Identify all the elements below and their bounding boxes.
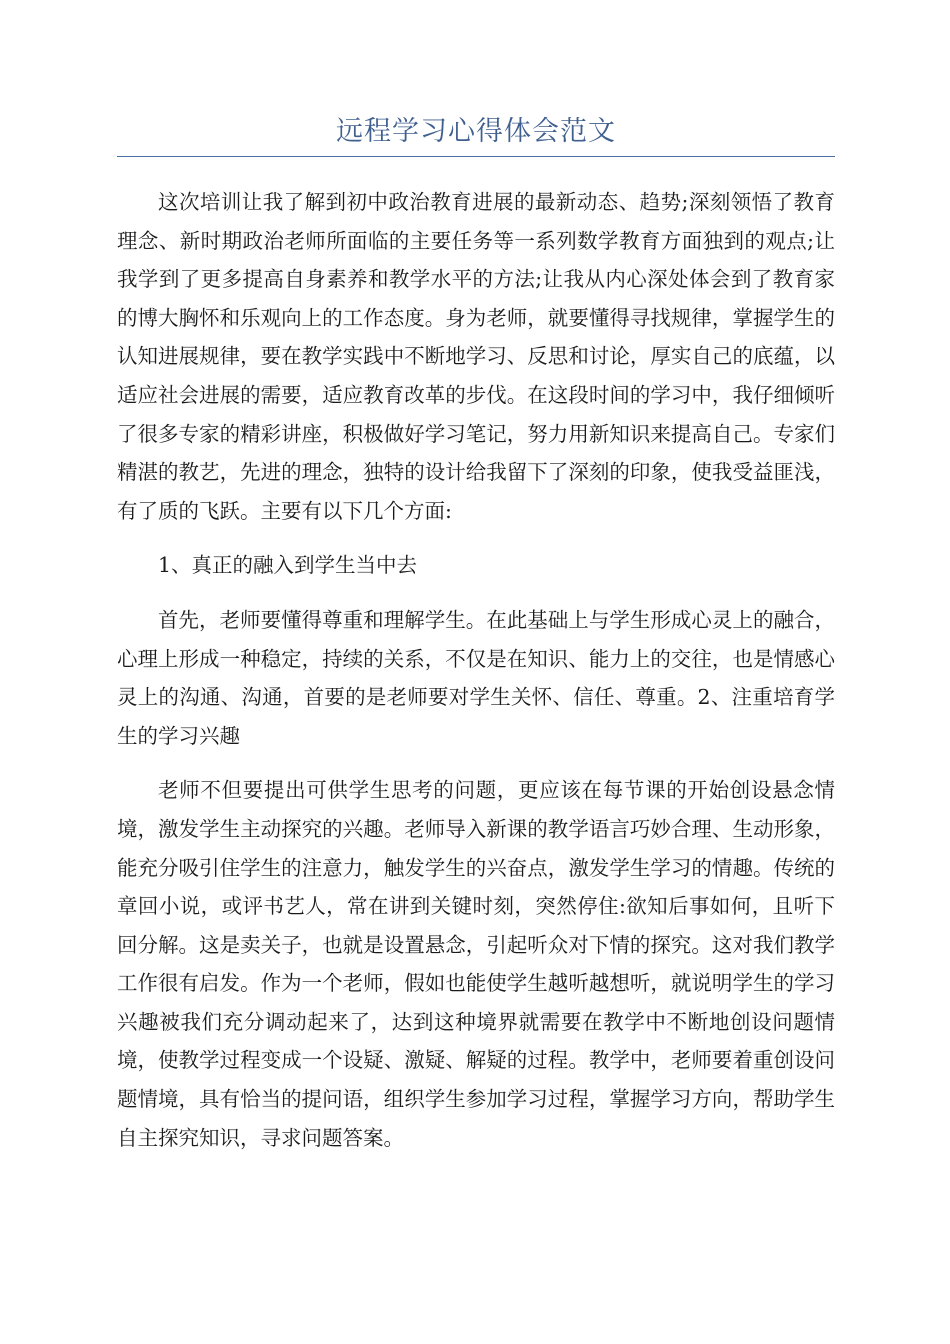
section-heading-1: 1、真正的融入到学生当中去 xyxy=(158,553,418,578)
document-page xyxy=(117,112,835,1173)
paragraph-intro: 这次培训让我了解到初中政治教育进展的最新动态、趋势;深刻领悟了教育理念、新时期政治老师所面临的主要任务等一系列数学教育方面独到的观点;让我学到了更多提高自身素养和教学水平的方法;让我从内心深处体会到了教育家的博大胸怀和乐观向上的工作态度。身为老师，就要懂得寻找规律，掌握学生的认知进展规律，要在教学实践中不断地学习、反思和讨论，厚实自己的底蕴，以适应社会进展的需要，适应教育改革的步伐。在这段时间的学习中，我仔细倾听了很多专家的精彩讲座，积极做好学习笔记，努力用新知识来提高自己。专家们精湛的教艺，先进的理念，独特的设计给我留下了深刻的印象，使我受益匪浅，有了质的飞跃。主要有以下几个方面: xyxy=(117,190,835,523)
title-underline xyxy=(117,156,835,157)
paragraph-interest: 老师不但要提出可供学生思考的问题，更应该在每节课的开始创设悬念情境，激发学生主动探究的兴趣。老师导入新课的教学语言巧妙合理、生动形象，能充分吸引住学生的注意力，触发学生的兴奋点，激发学生学习的情趣。传统的章回小说，或评书艺人，常在讲到关键时刻，突然停住:欲知后事如何，且听下回分解。这是卖关子，也就是设置悬念，引起听众对下情的探究。这对我们教学工作很有启发。作为一个老师，假如也能使学生越听越想听，就说明学生的学习兴趣被我们充分调动起来了，达到这种境界就需要在教学中不断地创设问题情境，使教学过程变成一个设疑、激疑、解疑的过程。教学中，老师要着重创设问题情境，具有恰当的提问语，组织学生参加学习过程，掌握学习方向，帮助学生自主探究知识，寻求问题答案。 xyxy=(117,778,835,1150)
document-title: 远程学习心得体会范文 xyxy=(336,116,616,147)
paragraph-respect: 首先，老师要懂得尊重和理解学生。在此基础上与学生形成心灵上的融合，心理上形成一种稳定，持续的关系，不仅是在知识、能力上的交往，也是情感心灵上的沟通、沟通，首要的是老师要对学生关怀、信任、尊重。2、注重培育学生的学习兴趣 xyxy=(117,607,835,748)
document-body xyxy=(117,183,835,1157)
